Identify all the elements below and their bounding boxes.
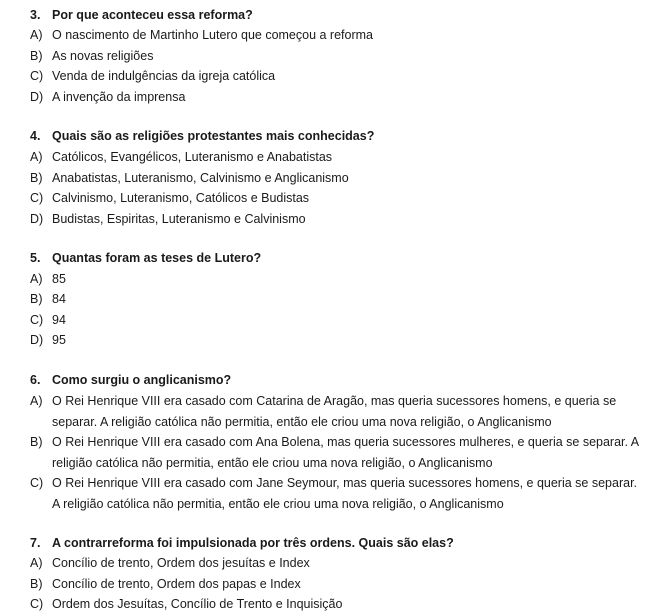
option-letter: A) <box>30 394 43 408</box>
option-text: Budistas, Espiritas, Luteranismo e Calvinismo <box>52 211 306 226</box>
option-text: Católicos, Evangélicos, Luteranismo e Anabatistas <box>52 150 333 164</box>
option-letter: C) <box>30 69 44 83</box>
option-letter: C) <box>30 476 44 490</box>
option-text: Venda de indulgências da igreja católica <box>52 69 276 83</box>
option-letter: D) <box>30 211 44 226</box>
option-text: 94 <box>52 312 66 327</box>
question-number: 3. <box>30 8 41 22</box>
option-text: 84 <box>52 292 66 306</box>
question-number: 4. <box>30 129 41 143</box>
option-letter: A) <box>30 150 43 164</box>
option-letter: B) <box>30 170 43 185</box>
option-letter: C) <box>30 597 44 611</box>
option-text: Concílio de trento, Ordem dos jesuítas e Index <box>52 556 310 570</box>
option-letter: D) <box>30 333 44 347</box>
option-text: 85 <box>52 271 66 286</box>
option-text: As novas religiões <box>52 48 154 63</box>
option-letter: D) <box>30 89 44 104</box>
option-letter: A) <box>30 556 43 570</box>
option-letter: A) <box>30 28 43 42</box>
option-text: Concílio de trento, Ordem dos papas e Index <box>52 576 301 591</box>
option-text: 95 <box>52 333 66 347</box>
question-number: 6. <box>30 373 41 387</box>
option-letter: B) <box>30 576 43 591</box>
option-letter: B) <box>30 435 43 449</box>
option-letter: B) <box>30 48 43 63</box>
option-text: O Rei Henrique VIII era casado com Jane Seymour, mas queria sucessores homens, e queria se separar. A religião católica não permitia, então ele criou uma nova religião, o Anglicanismo <box>52 476 638 511</box>
option-text: Anabatistas, Luteranismo, Calvinismo e Anglicanismo <box>52 170 349 185</box>
question-text: Por que aconteceu essa reforma? <box>52 8 253 22</box>
option-text: Calvinismo, Luteranismo, Católicos e Budistas <box>52 191 310 205</box>
question-text: A contrarreforma foi impulsionada por três ordens. Quais são elas? <box>52 536 454 550</box>
option-letter: C) <box>30 191 44 205</box>
option-text: O nascimento de Martinho Lutero que começou a reforma <box>52 28 374 42</box>
option-text: A invenção da imprensa <box>52 89 186 104</box>
question-number: 5. <box>30 251 41 265</box>
option-text: O Rei Henrique VIII era casado com Ana Bolena, mas queria sucessores mulheres, e queria se separar. A religião católica não permitia, então ele criou uma nova religião, o Anglicanismo <box>52 435 639 470</box>
option-letter: B) <box>30 292 43 306</box>
option-text: O Rei Henrique VIII era casado com Catarina de Aragão, mas queria sucessores homens, e queria se separar. A religião católica não permitia, então ele criou uma nova religião, o Anglicanismo <box>52 394 617 429</box>
question-text: Como surgiu o anglicanismo? <box>52 373 232 387</box>
question-text: Quais são as religiões protestantes mais conhecidas? <box>52 129 375 143</box>
option-text: Ordem dos Jesuítas, Concílio de Trento e Inquisição <box>52 597 343 611</box>
option-letter: A) <box>30 271 43 286</box>
option-letter: C) <box>30 312 44 327</box>
question-number: 7. <box>30 536 41 550</box>
question-text: Quantas foram as teses de Lutero? <box>52 251 262 265</box>
